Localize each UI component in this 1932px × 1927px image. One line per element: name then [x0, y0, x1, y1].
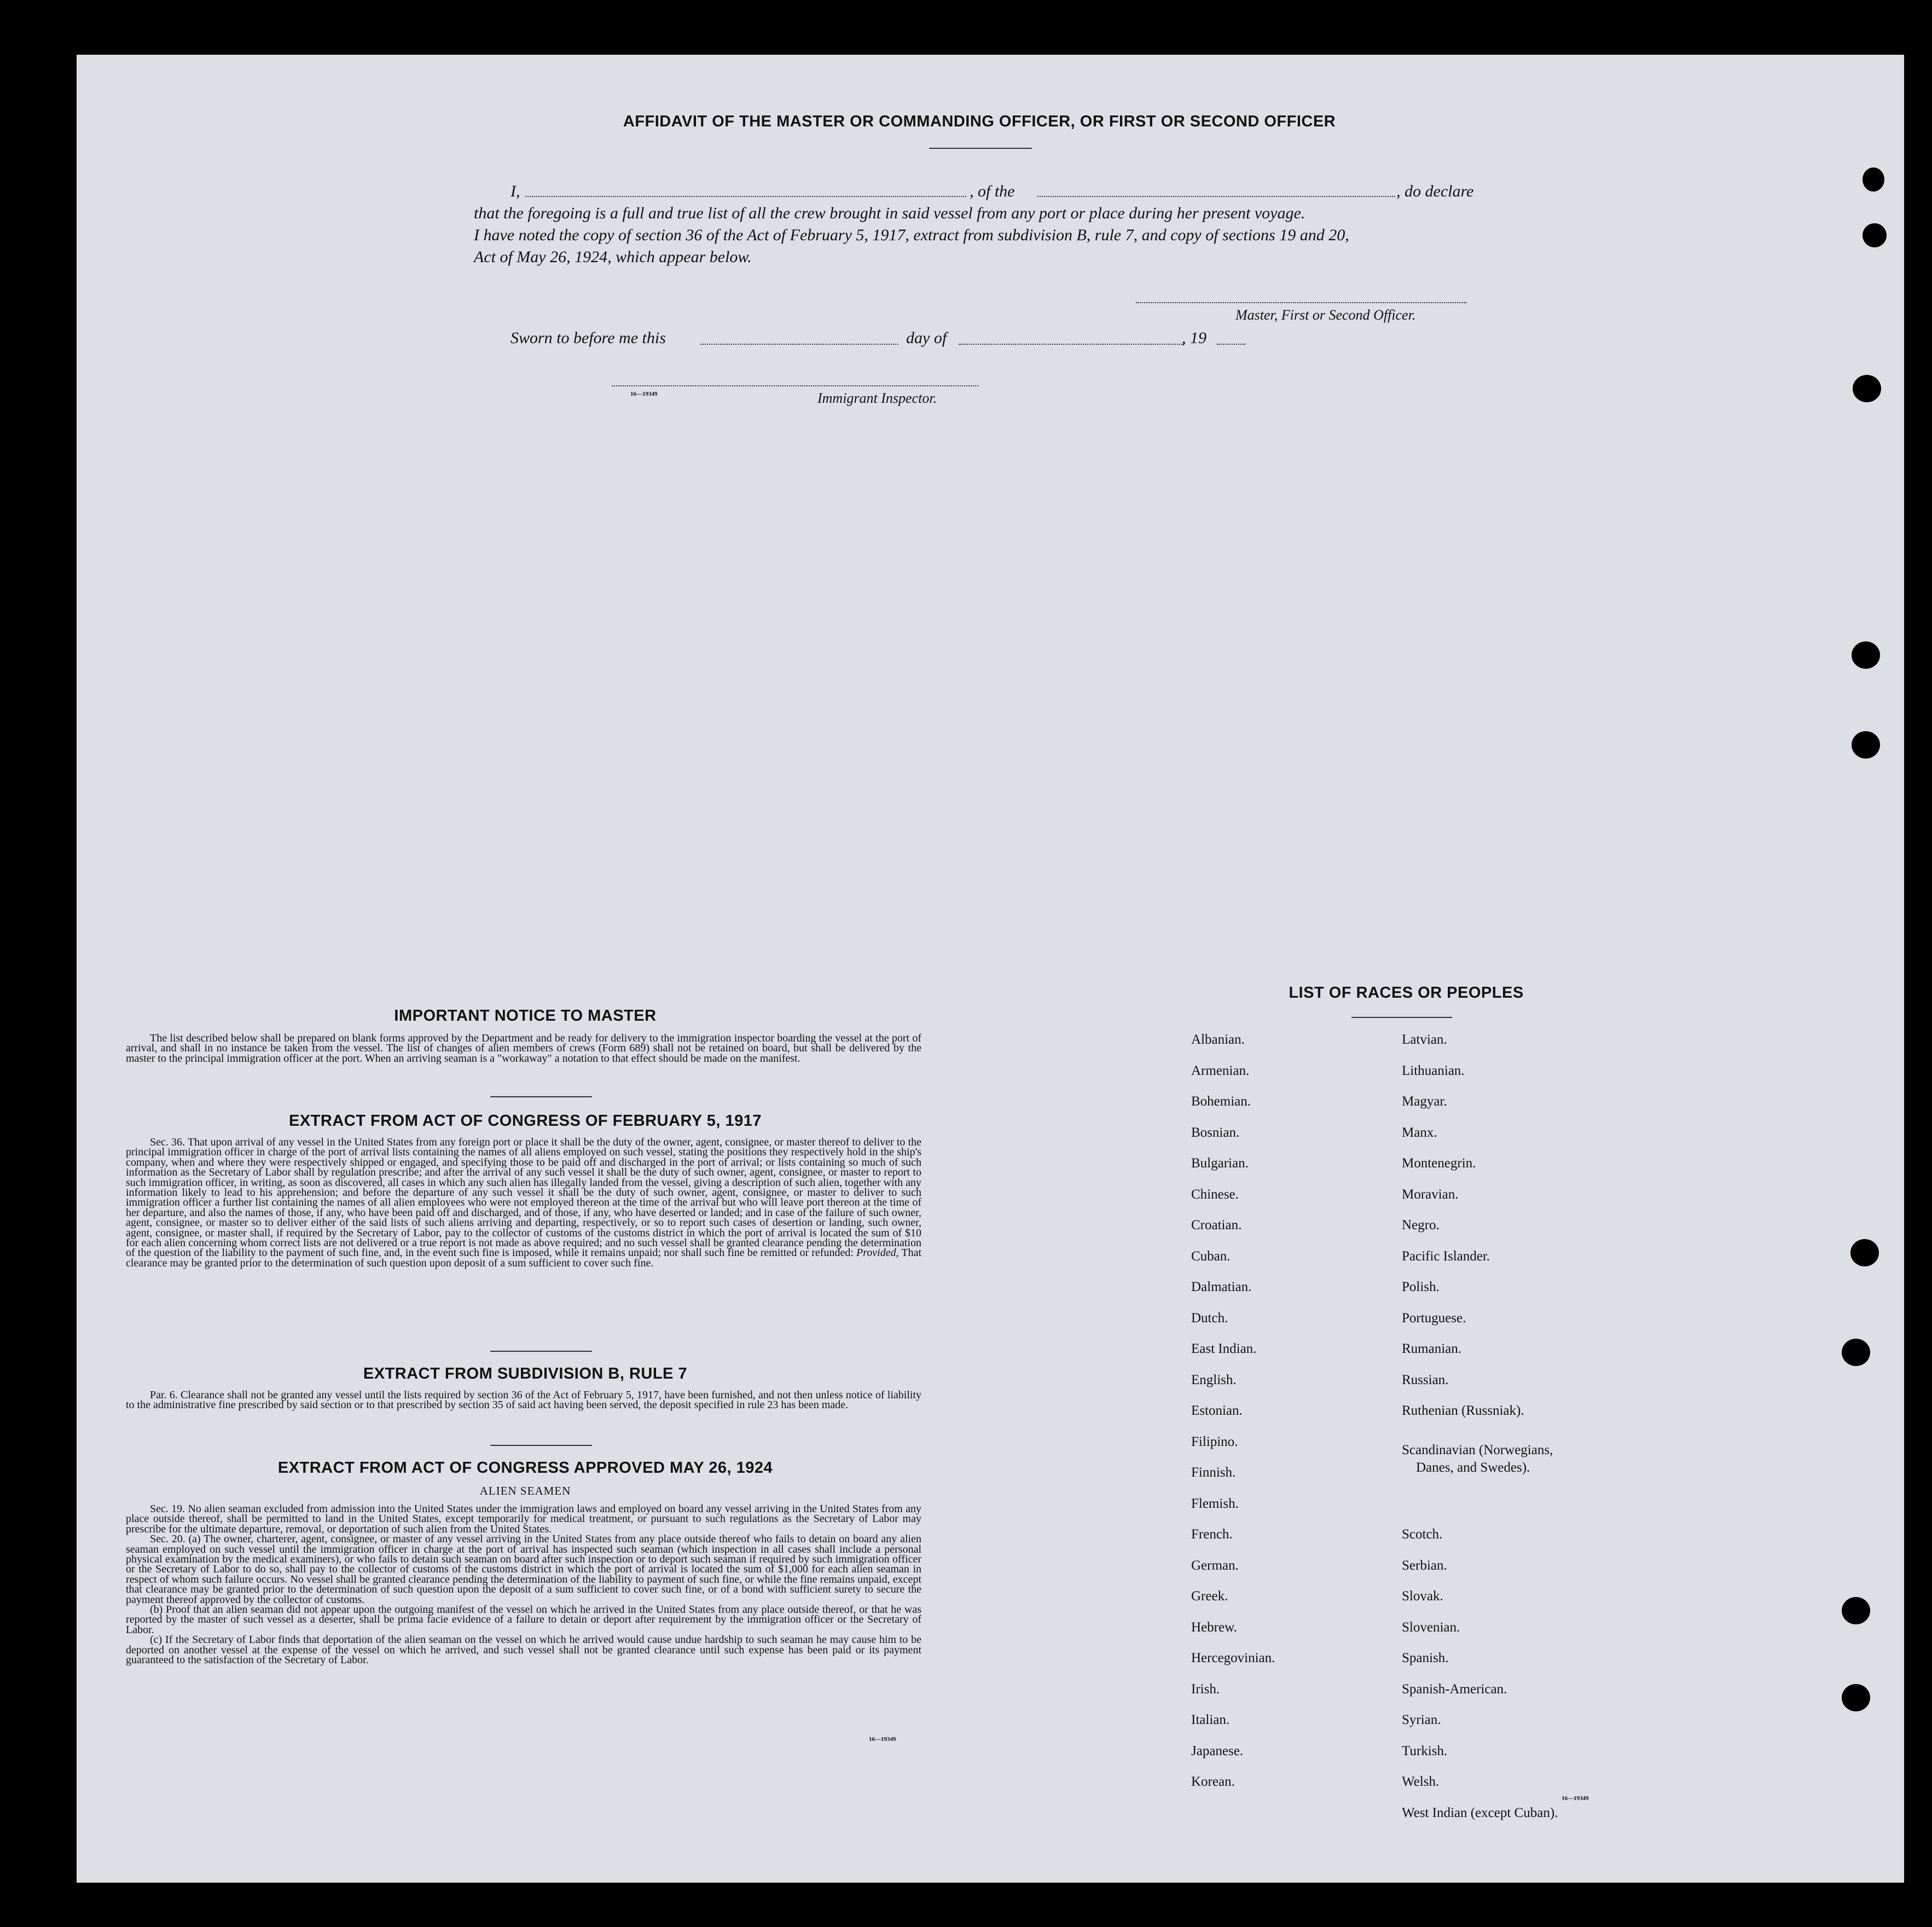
affidavit-line1-mid: , of the [970, 182, 1015, 200]
race-entry: Hercegovinian. [1191, 1651, 1275, 1665]
race-entry: Scotch. [1402, 1527, 1443, 1542]
race-entry: Bosnian. [1191, 1125, 1240, 1140]
races-title: LIST OF RACES OR PEOPLES [1289, 984, 1524, 1002]
rule7-title: EXTRACT FROM SUBDIVISION B, RULE 7 [363, 1365, 688, 1382]
race-entry: Dalmatian. [1191, 1280, 1252, 1294]
proviso-text: That clearance may be granted prior to the determination of such question upon deposit of a sum sufficient to cover such fine. [126, 1247, 922, 1269]
race-entry: Flemish. [1191, 1496, 1239, 1511]
race-entry: Slovak. [1402, 1589, 1443, 1604]
form-number: 16—19349 [630, 391, 658, 397]
race-entry: Greek. [1191, 1589, 1228, 1604]
race-entry: Chinese. [1191, 1187, 1239, 1202]
divider [490, 1096, 592, 1097]
notice-body: The list described below shall be prepared on blank forms approved by the Department and be ready for delivery to the immigration inspector boarding the vessel at the port of arrival, and shall in no instance be taken from the vessel. The list of changes of alien members of crews (Form 689) shall not be retained on board, but shall be delivered by the master to the principal immigration officer at the port. When an arriving seaman is a "workaway" a notation to that effect should be made on the manifest. [126, 1032, 921, 1064]
sworn-mid: day of [906, 329, 947, 347]
inspector-signature-line[interactable] [612, 385, 978, 386]
race-entry: Portuguese. [1402, 1310, 1466, 1326]
race-entry: Estonian. [1191, 1403, 1243, 1418]
race-entry: French. [1191, 1527, 1233, 1542]
race-entry: Albanian. [1191, 1032, 1245, 1047]
race-entry: Syrian. [1402, 1712, 1441, 1727]
race-entry: Dutch. [1191, 1310, 1228, 1326]
race-entry: Polish. [1402, 1280, 1440, 1294]
race-entry: Hebrew. [1191, 1619, 1237, 1635]
race-entry: Armenian. [1191, 1063, 1250, 1078]
punch-hole [1842, 1597, 1870, 1624]
sworn-day-field[interactable] [700, 344, 898, 345]
form-number: 16—19349 [1562, 1795, 1589, 1802]
race-entry: Welsh. [1402, 1774, 1440, 1789]
race-entry: Ruthenian (Russniak). [1402, 1403, 1524, 1418]
divider [490, 1351, 592, 1352]
race-entry: Negro. [1402, 1218, 1440, 1232]
punch-hole [1850, 1239, 1879, 1266]
race-entry: Croatian. [1191, 1218, 1242, 1232]
race-entry: Bulgarian. [1191, 1156, 1249, 1171]
race-entry: Slovenian. [1402, 1619, 1460, 1635]
name-field[interactable] [525, 196, 966, 197]
race-entry: Japanese. [1191, 1743, 1244, 1758]
race-entry: Russian. [1402, 1372, 1449, 1387]
affidavit-line1-start: I, [510, 182, 520, 200]
divider [490, 1445, 592, 1446]
race-entry: Lithuanian. [1402, 1063, 1465, 1078]
race-entry: Spanish-American. [1402, 1681, 1507, 1697]
master-signature-label: Master, First or Second Officer. [1235, 307, 1416, 323]
punch-hole [1863, 223, 1887, 247]
alien-seamen-subtitle: ALIEN SEAMEN [479, 1484, 571, 1497]
affidavit-title: AFFIDAVIT OF THE MASTER OR COMMANDING OFFICER, OR FIRST OR SECOND OFFICER [623, 113, 1336, 130]
sworn-year: , 19 [1182, 329, 1206, 347]
race-entry: Serbian. [1402, 1558, 1447, 1573]
race-entry: Scandinavian (Norwegians, [1402, 1443, 1553, 1457]
vessel-field[interactable] [1037, 196, 1395, 197]
race-entry: German. [1191, 1558, 1239, 1573]
form-number: 16—19349 [869, 1736, 896, 1743]
punch-hole [1852, 731, 1880, 759]
sec19-text: Sec. 19. No alien seaman excluded from admission into the United States under the immigration laws and employed on board any vessel arriving in the United States from any place outside thereof, shall be permitted to land in the United States, except temporarily for medical treatment, or pursuant to such regulations as the Secretary of Labor may prescribe for the ultimate departure, removal, or deportation of such alien from the United States. [126, 1503, 921, 1535]
punch-hole [1852, 641, 1880, 669]
sworn-year-field[interactable] [1217, 344, 1245, 345]
sworn-start: Sworn to before me this [510, 329, 666, 347]
race-entry: Manx. [1402, 1125, 1437, 1140]
sec20c-text: (c) If the Secretary of Labor finds that deportation of the alien seaman on the vessel on which he arrived would cause undue hardship to such seaman he may cause him to be deported on another vessel at the expense of the vessel on which he arrived, and such vessel shall not be granted clearance until such expense has been paid or its payment guaranteed to the satisfaction of the Secretary of Labor. [126, 1634, 921, 1666]
race-entry: Moravian. [1402, 1187, 1459, 1202]
race-entry: Italian. [1191, 1712, 1230, 1727]
race-entry: Montenegrin. [1402, 1156, 1476, 1171]
race-entry: West Indian (except Cuban). [1402, 1805, 1558, 1820]
race-entry: English. [1191, 1372, 1237, 1387]
proviso-label: Provided, [856, 1247, 899, 1259]
race-entry: Magyar. [1402, 1094, 1447, 1109]
extract-1917-text: Sec. 36. That upon arrival of any vessel in the United States from any foreign port or place it shall be the duty of the owner, agent, consignee, or master thereof to deliver to the principal immigration officer in charge of the port of arrival lists containing the names of all aliens employed on such vessel, stating the positions they respectively hold in the ship's company, when and where they were respectively shipped or engaged, and specifying those to be paid off and discharged in the port of arrival; or lists containing so much of such information as the Secretary of Labor shall by regulation prescribe; and after the arrival of any such vessel it shall be the duty of such owner, agent, consignee, or master to report to such immigration officer, in writing, as soon as discovered, all cases in which any such alien has illegally landed from the vessel, giving a description of such alien, together with any information likely to lead to his apprehension; and before the departure of any such vessel it shall be the duty of such owner, agent, consignee, or master to deliver to such immigration officer a further list containing the names of all alien employees who were not employed thereon at the time of the arrival but who will leave port thereon at the time of her departure, and also the names of those, if any, who have been paid off and discharged, and of those, if any, who have deserted or landed; and in case of the failure of such owner, agent, consignee, or master so to deliver either of the said lists of such aliens arriving and departing, respectively, or so to report such cases of desertion or landing, such owner, agent, consignee, or master shall, if required by the Secretary of Labor, pay to the collector of customs of the customs district in which the port of arrival is located the sum of $10 for each alien concerning whom correct lists are not delivered or a true report is not made as above required; and no such vessel shall be granted clearance pending the determination of the question of the liability to the payment of such fine, and, in the event such fine is imposed, while it remains unpaid; nor shall such fine be remitted or refunded: [126, 1136, 921, 1259]
inspector-label: Immigrant Inspector. [817, 390, 937, 406]
race-entry: Finnish. [1191, 1465, 1236, 1480]
race-entry: Turkish. [1402, 1743, 1448, 1758]
sec20b-text: (b) Proof that an alien seaman did not appear upon the outgoing manifest of the vessel on which he arrived in the United States from any place outside thereof, or that he was reported by the master of such vessel as a deserter, shall be prima facie evidence of a failure to detain or deport after requirement by the immigration officer or the Secretary of Labor. [126, 1604, 921, 1636]
affidavit-line1-end: , do declare [1396, 182, 1474, 200]
extract-1924-body [126, 1504, 921, 1665]
affidavit-line2: that the foregoing is a full and true list of all the crew brought in said vessel from any port or place during her present voyage. [474, 204, 1306, 222]
race-entry: Filipino. [1191, 1434, 1238, 1449]
extract-1917-title: EXTRACT FROM ACT OF CONGRESS OF FEBRUARY 5, 1917 [288, 1112, 762, 1130]
affidavit-line4: Act of May 26, 1924, which appear below. [474, 248, 752, 266]
sworn-month-field[interactable] [959, 344, 1184, 345]
punch-hole [1842, 1339, 1870, 1366]
divider [929, 148, 1032, 149]
race-entry: Pacific Islander. [1402, 1248, 1490, 1264]
race-entry: Latvian. [1402, 1032, 1447, 1047]
race-entry: East Indian. [1191, 1341, 1257, 1356]
extract-1917-body [126, 1137, 921, 1268]
race-entry: Cuban. [1191, 1248, 1231, 1264]
rule7-body: Par. 6. Clearance shall not be granted any vessel until the lists required by section 36 of the Act of February 5, 1917, have been furnished, and not then unless notice of liability to the administrative fine prescribed by said section or to that prescribed by section 35 of said act having been served, the deposit specified in rule 23 has been made. [126, 1389, 921, 1411]
master-signature-line[interactable] [1136, 302, 1466, 303]
extract-1924-title: EXTRACT FROM ACT OF CONGRESS APPROVED MAY 26, 1924 [277, 1459, 773, 1477]
divider [1351, 1017, 1452, 1018]
punch-hole [1853, 375, 1881, 402]
race-entry: Spanish. [1402, 1651, 1449, 1665]
race-entry: Irish. [1191, 1681, 1220, 1697]
punch-hole [1863, 167, 1884, 192]
sec20a-text: Sec. 20. (a) The owner, charterer, agent, consignee, or master of any vessel arriving in the United States from any place outside thereof who fails to detain on board any alien seaman employed on such vessel until the immigration officer in charge at the port of arrival has inspected such seaman (which inspection in all cases shall include a personal physical examination by the medical examiners), or who fails to detain such seaman on board after such inspection or to deport such seaman if required by such immigration officer or the Secretary of Labor to do so, shall pay to the collector of customs of the customs district in which the port of arrival is located the sum of $1,000 for each alien seaman in respect of whom such failure occurs. No vessel shall be granted clearance pending the determination of the liability to payment of such fine, or while the fine remains unpaid, except that clearance may be granted prior to the determination of such question upon the deposit of a sum sufficient to cover such fine, or of a bond with sufficient surety to secure the payment thereof approved by the collector of customs. [126, 1533, 921, 1606]
punch-hole [1842, 1684, 1870, 1711]
race-entry: Korean. [1191, 1774, 1235, 1789]
affidavit-line3: I have noted the copy of section 36 of the Act of February 5, 1917, extract from subdivision B, rule 7, and copy of sections 19 and 20, [474, 226, 1349, 244]
notice-title: IMPORTANT NOTICE TO MASTER [394, 1007, 657, 1025]
race-entry: Rumanian. [1402, 1341, 1462, 1356]
race-entry: Bohemian. [1191, 1094, 1251, 1109]
race-entry: Danes, and Swedes). [1416, 1460, 1530, 1475]
